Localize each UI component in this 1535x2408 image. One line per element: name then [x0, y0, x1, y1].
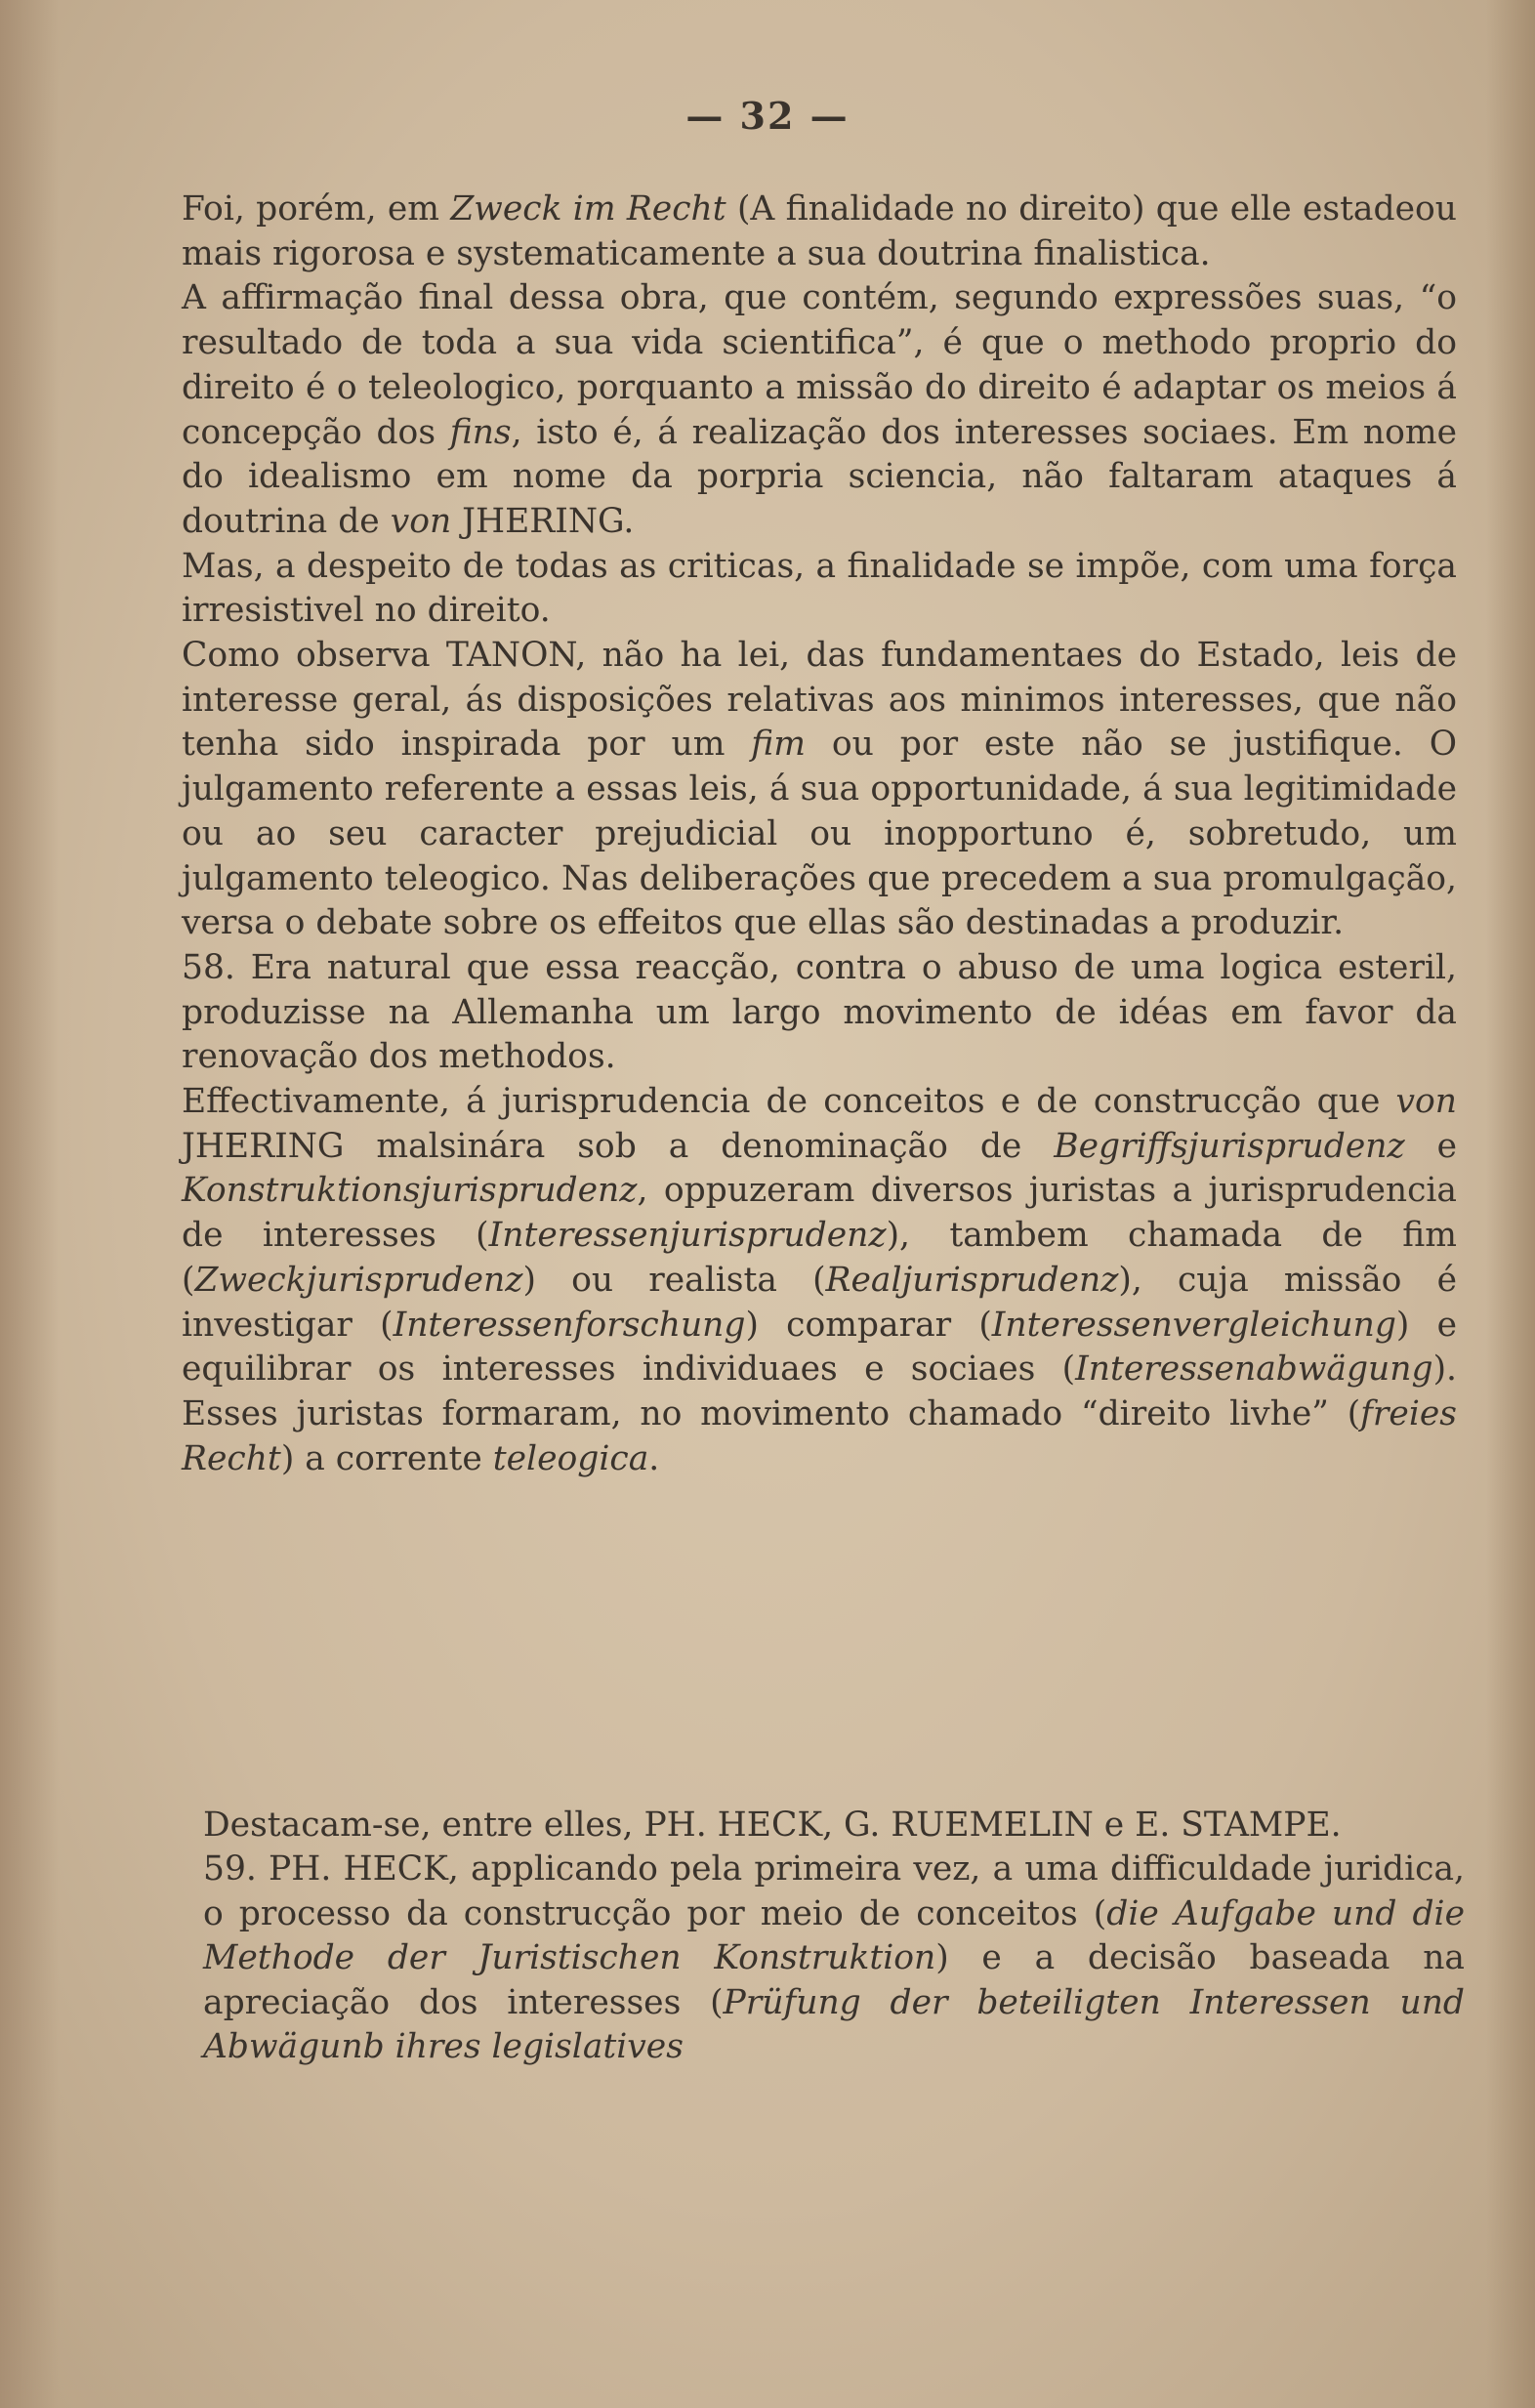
text-run: ) comparar ( [745, 1305, 992, 1345]
italic-run: Zweckjurisprudenz [194, 1260, 523, 1300]
italic-run: von [1395, 1082, 1457, 1122]
italic-run: die Aufgabe und die Methode der Juristischen Konstruktion [203, 1893, 1465, 1978]
paragraph [182, 187, 1457, 276]
italic-run: Interessenforschung [393, 1305, 746, 1345]
italic-run: Konstruktionsjurisprudenz [182, 1171, 638, 1211]
italic-run: von [390, 501, 452, 541]
italic-run: Interessenjurisprudenz [488, 1216, 887, 1256]
text-run: Foi, porém, em [182, 189, 451, 228]
text-run: ), cuja missão é investigar ( [182, 1260, 1457, 1345]
text-run: ou por este não se justifique. O julgamento referente a essas leis, á sua opportunidade, á sua legitimidade ou ao seu caracter prejudicial ou inopportuno é, sobretudo, um julgamento teleogico. Nas deliberações que precedem a sua promulgação, versa o debate sobre os effeitos que ellas são destinadas a produzir. [182, 725, 1457, 943]
page-edge-shadow-left [0, 0, 59, 2408]
text-run: JHERING malsinára sob a denominação de [182, 1126, 1055, 1166]
text-run: , oppuzeram diversos juristas a jurisprudencia de interesses ( [182, 1171, 1457, 1256]
text-run: ). Esses juristas formaram, no movimento chamado “direito livhe” ( [182, 1349, 1457, 1433]
text-run: 58. Era natural que essa reacção, contra o abuso de uma logica esteril, produzisse na Allemanha um largo movimento de idéas em favor da renovação dos methodos. [182, 947, 1457, 1077]
italic-run: Begriffsjurisprudenz [1054, 1126, 1405, 1166]
text-run: ) e equilibrar os interesses individuaes e sociaes ( [182, 1305, 1457, 1390]
text-run: Como observa TANON, não ha lei, das fundamentaes do Estado, leis de interesse geral, ás disposições relativas aos minimos interesses, que não tenha sido inspirada por um [182, 636, 1457, 765]
italic-run: Interessenvergleichung [991, 1305, 1396, 1345]
italic-run: Interessenabwägung [1075, 1349, 1433, 1390]
text-run: Destacam-se, entre elles, PH. HECK, G. RUEMELIN e E. STAMPE. [203, 1806, 1342, 1845]
italic-run: teleogica [492, 1438, 649, 1478]
page-edge-shadow-right [1486, 0, 1535, 2408]
paragraph [203, 1848, 1465, 2069]
paragraph [182, 634, 1457, 946]
main-text-block [182, 187, 1457, 1481]
text-run: Effectivamente, á jurisprudencia de conceitos e de construcção que [182, 1082, 1396, 1122]
text-run: ) ou realista ( [522, 1260, 826, 1300]
italic-run: Zweck im Recht [450, 189, 726, 228]
page-number: — 32 — [685, 94, 850, 138]
text-run: (A finalidade no direito) que elle estadeou mais rigorosa e systematicamente a sua doutrina finalistica. [182, 189, 1457, 273]
text-run: ), tambem chamada de fim ( [182, 1216, 1457, 1300]
text-run: 59. PH. HECK, applicando pela primeira vez, a uma difficuldade juridica, o processo da construcção por meio de conceitos ( [203, 1849, 1465, 1933]
text-run: ) a corrente [280, 1438, 493, 1478]
paragraph [182, 946, 1457, 1080]
text-run: . [648, 1438, 660, 1478]
text-run: A affirmação final dessa obra, que contém, segundo expressões suas, “o resultado de toda a sua vida scientifica”, é que o methodo proprio do direito é o teleologico, porquanto a missão do direito é adaptar os meios á concepção dos [182, 278, 1457, 452]
italic-run: fins [449, 412, 512, 452]
text-run: ) e a decisão baseada na apreciação dos interesses ( [203, 1938, 1466, 2022]
paragraph [182, 276, 1457, 544]
italic-run: Prüfung der beteiligten Interessen und Abwägunb ihres legislatives [203, 1982, 1465, 2067]
text-run: , isto é, á realização dos interesses sociaes. Em nome do idealismo em nome da porpria sciencia, não faltaram ataques á doutrina de [182, 412, 1457, 541]
text-run: JHERING. [451, 501, 635, 541]
text-run: Mas, a despeito de todas as criticas, a finalidade se impõe, com uma força irresistivel no direito. [182, 546, 1457, 631]
lower-text-block [203, 1804, 1465, 2069]
paragraph [203, 1804, 1465, 1848]
italic-run: fim [751, 725, 807, 765]
italic-run: Realjurisprudenz [825, 1260, 1119, 1300]
paragraph [182, 545, 1457, 634]
paragraph [182, 1080, 1457, 1481]
italic-run: freies Recht [182, 1393, 1457, 1478]
text-run: e [1404, 1126, 1457, 1166]
